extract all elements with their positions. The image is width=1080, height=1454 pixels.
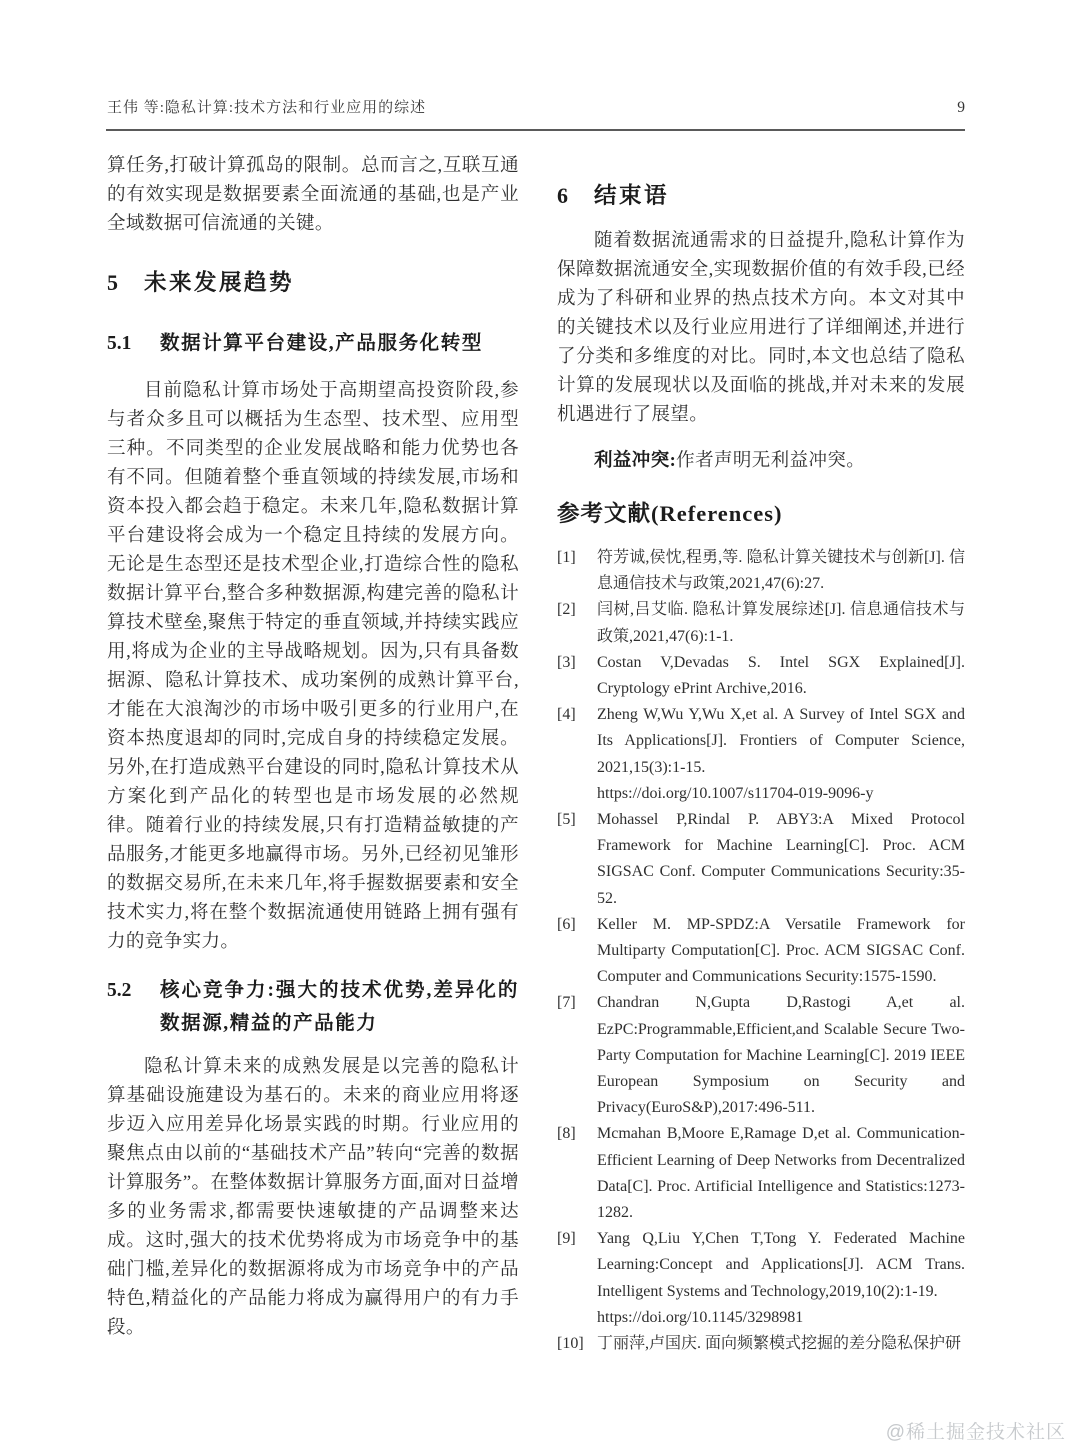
reference-item xyxy=(557,1226,965,1331)
reference-text: Chandran N,Gupta D,Rastogi A,et al. EzPC:Programmable,Efficient,and Scalable Secure Two-Party Computation for Machine Learning[C]. 2019 IEEE European Symposium on Security and Privacy(EuroS&P),2017:496-511. xyxy=(597,994,965,1117)
reference-text: Mohassel P,Rindal P. ABY3:A Mixed Protocol Framework for Machine Learning[C]. Proc. ACM SIGSAC Conf. Computer Communications Security:35-52. xyxy=(597,811,965,907)
running-header xyxy=(107,96,965,117)
left-column xyxy=(107,150,519,1357)
reference-text: Keller M. MP-SPDZ:A Versatile Framework for Multiparty Computation[C]. Proc. ACM SIGSAC Conf. Computer and Communications Security:1575-1590. xyxy=(597,915,965,986)
reference-number: [5] xyxy=(557,811,576,829)
right-column xyxy=(557,150,965,1357)
paragraph-5-2: 隐私计算未来的成熟发展是以完善的隐私计算基础设施建设为基石的。未来的商业应用将逐步迈入应用差异化场景实践的时期。行业应用的聚焦点由以前的“基础技术产品”转向“完善的数据计算服务”。在整体数据计算服务方面,面对日益增多的业务需求,都需要快速敏捷的产品调整来达成。这时,强大的技术优势将成为市场竞争中的基础门槛,差异化的数据源将成为市场竞争中的产品特色,精益化的产品能力将成为赢得用户的有力手段。 xyxy=(107,1057,519,1338)
section-title: 结束语 xyxy=(594,183,670,208)
paragraph-5-1: 目前隐私计算市场处于高期望高投资阶段,参与者众多且可以概括为生态型、技术型、应用型三种。不同类型的企业发展战略和能力优势也各有不同。但随着整个垂直领域的持续发展,市场和资本投入都会趋于稳定。未来几年,隐私数据计算平台建设将会成为一个稳定且持续的发展方向。无论是生态型还是技术型企业,打造综合性的隐私数据计算平台,整合多种数据源,构建完善的隐私计算技术壁垒,聚焦于特定的垂直领域,并持续实践应用,将成为企业的主导战略规划。因为,只有具备数据源、隐私计算技术、成功案例的成熟计算平台,才能在大浪淘沙的市场中吸引更多的行业用户,在资本热度退却的同时,完成自身的持续稳定发展。另外,在打造成熟平台建设的同时,隐私计算技术从方案化到产品化的转型也是市场发展的必然规律。随着行业的持续发展,只有打造精益敏捷的产品服务,才能更多地赢得市场。另外,已经初见雏形的数据交易所,在未来几年,将手握数据要素和安全技术实力,将在整个数据流通使用链路上拥有强有力的竞争实力。 xyxy=(107,381,519,952)
reference-item xyxy=(557,545,965,597)
two-column-body xyxy=(107,150,965,1357)
reference-number: [9] xyxy=(557,1230,576,1248)
reference-item xyxy=(557,807,965,912)
header-divider xyxy=(106,129,965,131)
reference-text: 丁丽萍,卢国庆. 面向频繁模式挖掘的差分隐私保护研 xyxy=(597,1335,962,1353)
reference-text: Yang Q,Liu Y,Chen T,Tong Y. Federated Machine Learning:Concept and Applications[J]. ACM Trans. Intelligent Systems and Technology,2019,10(2):1-19. xyxy=(597,1230,965,1300)
subsection-number: 5.1 xyxy=(107,333,132,354)
subsection-number: 5.2 xyxy=(107,980,132,1001)
subsection-title: 数据计算平台建设,产品服务化转型 xyxy=(160,333,483,354)
subsection-heading-5-2 xyxy=(107,974,519,1040)
section-heading-5 xyxy=(107,266,519,300)
reference-number: [10] xyxy=(557,1335,584,1353)
reference-text: 闫树,吕艾临. 隐私计算发展综述[J]. 信息通信技术与政策,2021,47(6):1-1. xyxy=(597,601,965,645)
reference-text: Mcmahan B,Moore E,Ramage D,et al. Communication-Efficient Learning of Deep Networks from Decentralized Data[C]. Proc. Artificial Intelligence and Statistics:1273-1282. xyxy=(597,1125,965,1222)
reference-doi: https://doi.org/10.1145/3298981 xyxy=(597,1308,804,1326)
conflict-of-interest xyxy=(557,447,965,476)
section-title: 未来发展趋势 xyxy=(144,270,295,295)
reference-item xyxy=(557,1331,965,1357)
reference-number: [1] xyxy=(557,549,576,566)
paragraph-continued: 算任务,打破计算孤岛的限制。总而言之,互联互通的有效实现是数据要素全面流通的基础,也是产业全域数据可信流通的关键。 xyxy=(107,156,519,234)
reference-number: [4] xyxy=(557,706,576,724)
reference-number: [6] xyxy=(557,915,576,933)
references-heading: 参考文献(References) xyxy=(557,501,783,526)
conflict-label: 利益冲突: xyxy=(594,451,677,471)
reference-number: [8] xyxy=(557,1125,576,1143)
section-number: 6 xyxy=(557,183,568,208)
subsection-heading-5-1 xyxy=(107,327,519,360)
reference-text: Costan V,Devadas S. Intel SGX Explained[J]. Cryptology ePrint Archive,2016. xyxy=(597,653,965,698)
references-list xyxy=(557,545,965,1357)
section-number: 5 xyxy=(107,270,118,295)
reference-text: 符芳诚,侯忱,程勇,等. 隐私计算关键技术与创新[J]. 信息通信技术与政策,2021,47(6):27. xyxy=(597,549,965,593)
running-title: 王伟 等:隐私计算:技术方法和行业应用的综述 xyxy=(107,100,427,116)
reference-doi: https://doi.org/10.1007/s11704-019-9096-y xyxy=(597,784,874,802)
subsection-title: 核心竞争力:强大的技术优势,差异化的数据源,精益的产品能力 xyxy=(160,980,519,1034)
reference-item xyxy=(557,912,965,991)
section-heading-6 xyxy=(557,179,965,213)
paragraph-6: 随着数据流通需求的日益提升,隐私计算作为保障数据流通安全,实现数据价值的有效手段,已经成为了科研和业界的热点技术方向。本文对其中的关键技术以及行业应用进行了详细阐述,并进行了分类和多维度的对比。同时,本文也总结了隐私计算的发展现状以及面临的挑战,并对未来的发展机遇进行了展望。 xyxy=(557,231,965,425)
reference-item xyxy=(557,990,965,1121)
reference-item xyxy=(557,650,965,702)
watermark: @稀土掘金技术社区 xyxy=(885,1422,1066,1443)
page-number: 9 xyxy=(957,99,965,116)
reference-item xyxy=(557,702,965,807)
reference-number: [3] xyxy=(557,653,576,671)
reference-number: [2] xyxy=(557,601,576,619)
conflict-text: 作者声明无利益冲突。 xyxy=(676,451,866,471)
reference-number: [7] xyxy=(557,994,576,1012)
reference-text: Zheng W,Wu Y,Wu X,et al. A Survey of Intel SGX and Its Applications[J]. Frontiers of Computer Science, 2021,15(3):1-15. xyxy=(597,706,965,776)
reference-item xyxy=(557,597,965,649)
reference-item xyxy=(557,1121,965,1226)
